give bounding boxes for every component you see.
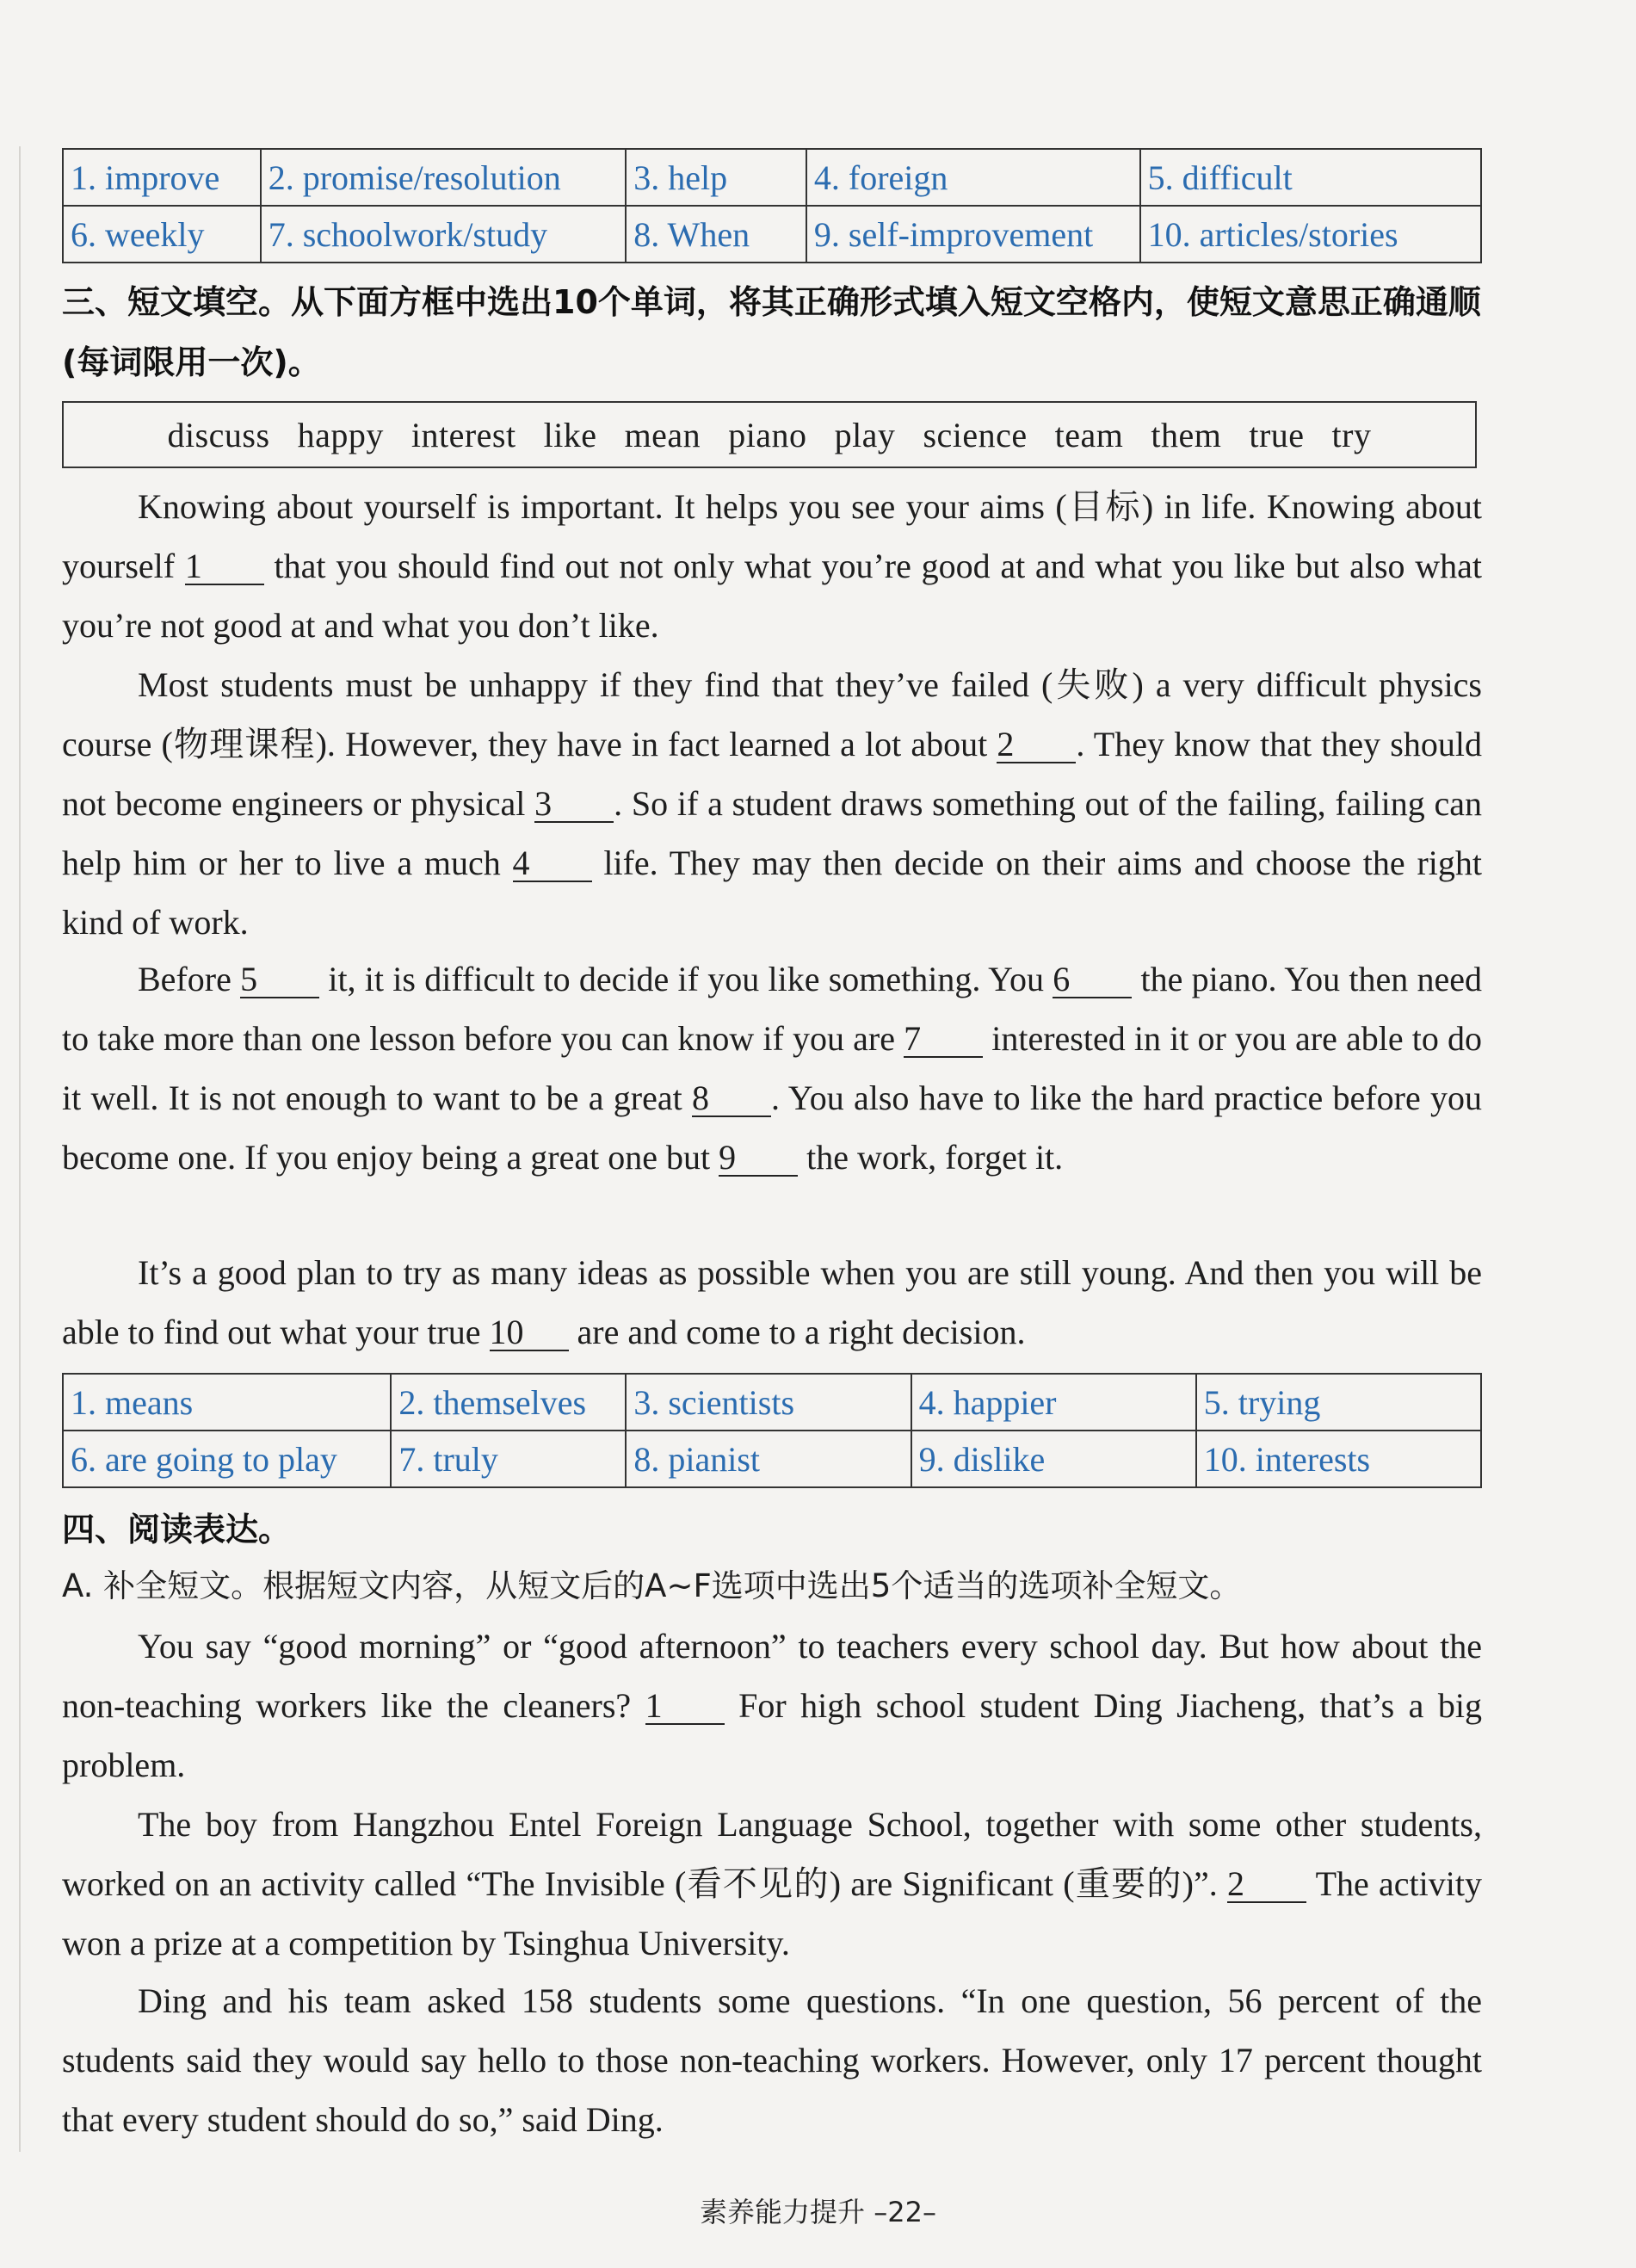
answer-cell: 9. self-improvement xyxy=(806,206,1140,263)
answer-cell: 2. themselves xyxy=(391,1374,626,1431)
answer-cell: 7. truly xyxy=(391,1431,626,1487)
passage-paragraph xyxy=(62,655,1482,952)
blank-10: 10 xyxy=(490,1315,569,1351)
blank-8: 8 xyxy=(692,1081,771,1117)
table-row xyxy=(63,1374,1481,1431)
word-bank-item: try xyxy=(1331,415,1372,454)
answer-cell: 5. difficult xyxy=(1140,149,1481,206)
paragraph-text: Knowing about yourself is important. It helps you see your aims (目标) in life. Knowing about yourself xyxy=(62,487,1482,585)
blank-1: 1 xyxy=(645,1689,725,1725)
word-bank-item: science xyxy=(923,415,1028,454)
answer-table-2 xyxy=(62,1373,1482,1488)
blank-9: 9 xyxy=(719,1140,798,1177)
answer-cell: 3. scientists xyxy=(626,1374,911,1431)
answer-table-1 xyxy=(62,148,1482,263)
answer-cell: 3. help xyxy=(626,149,806,206)
paragraph-text: The activity won a prize at a competition by Tsinghua University. xyxy=(62,1864,1483,1962)
answer-cell: 1. improve xyxy=(63,149,261,206)
table-row xyxy=(63,206,1481,263)
paragraph-text: Before xyxy=(138,960,232,998)
paragraph-text: You say “good morning” or “good afternoon” to teachers every school day. But how about the non-teaching workers like the cleaners? xyxy=(62,1627,1482,1725)
blank-1: 1 xyxy=(185,549,264,585)
paragraph-text: The boy from Hangzhou Entel Foreign Language School, together with some other students, worked on an activity called “The Invisible (看不见的) are Significant (重要的)”. xyxy=(62,1805,1482,1903)
word-bank-item: team xyxy=(1054,415,1124,454)
section-4-title: 四、阅读表达。 xyxy=(62,1511,292,1548)
blank-3: 3 xyxy=(534,787,614,823)
paragraph-text: interested in it or you are able to do it well. It is not enough to want to be a great xyxy=(62,1019,1483,1117)
paragraph-text: the piano. You then need to take more than one lesson before you can know if you are xyxy=(62,960,1483,1058)
word-bank-item: discuss xyxy=(167,415,270,454)
blank-2: 2 xyxy=(997,727,1076,763)
answer-cell: 8. pianist xyxy=(626,1431,911,1487)
passage-paragraph xyxy=(62,477,1482,655)
word-bank-item: mean xyxy=(624,415,701,454)
paragraph-text: Most students must be unhappy if they find that they’ve failed (失败) a very difficult physics course (物理课程). However, they have in fact learned a lot about xyxy=(62,665,1482,763)
word-bank-item: piano xyxy=(728,415,807,454)
word-bank-item: true xyxy=(1249,415,1305,454)
answer-cell: 5. trying xyxy=(1196,1374,1481,1431)
paragraph-text: life. They may then decide on their aims and choose the right kind of work. xyxy=(62,844,1483,942)
paragraph-text: It’s a good plan to try as many ideas as possible when you are still young. And then you will be able to find out what your true xyxy=(62,1253,1482,1351)
answer-cell: 10. interests xyxy=(1196,1431,1481,1487)
answer-cell: 4. foreign xyxy=(806,149,1140,206)
paragraph-text: . You also have to like the hard practice before you become one. If you enjoy being a great one but xyxy=(62,1078,1482,1177)
binding-margin-line xyxy=(19,146,21,2152)
paragraph-text: For high school student Ding Jiacheng, that’s a big problem. xyxy=(62,1686,1483,1784)
answer-cell: 1. means xyxy=(63,1374,391,1431)
table-row xyxy=(63,149,1481,206)
passage-paragraph xyxy=(62,1243,1482,1362)
section-3-title: 三、短文填空。从下面方框中选出10个单词，将其正确形式填入短文空格内，使短文意思正确通顺(每词限用一次)。 xyxy=(62,283,1481,381)
page-footer: 素养能力提升 –22– xyxy=(700,2196,936,2228)
paragraph-text: . They know that they should not become engineers or physical xyxy=(62,725,1482,823)
paragraph-text: . So if a student draws something out of the failing, failing can help him or her to live a much xyxy=(62,784,1483,882)
passage-paragraph xyxy=(62,1616,1482,1795)
blank-6: 6 xyxy=(1053,962,1132,998)
passage-paragraph xyxy=(62,1795,1482,1973)
passage-paragraph: Ding and his team asked 158 students some questions. “In one question, 56 percent of the students said they would say hello to those non-teaching workers. However, only 17 percent thought that every student should do so,” said Ding. xyxy=(62,1981,1482,2139)
answer-cell: 10. articles/stories xyxy=(1140,206,1481,263)
blank-5: 5 xyxy=(240,962,319,998)
paragraph-text: that you should find out not only what you’re good at and what you like but also what you’re not good at and what you don’t like. xyxy=(62,547,1483,645)
passage-paragraph xyxy=(62,949,1482,1187)
paragraph-text: are and come to a right decision. xyxy=(577,1313,1026,1351)
answer-cell: 7. schoolwork/study xyxy=(261,206,627,263)
answer-cell: 8. When xyxy=(626,206,806,263)
word-bank xyxy=(62,401,1477,468)
blank-7: 7 xyxy=(904,1022,983,1058)
answer-cell: 4. happier xyxy=(911,1374,1196,1431)
answer-cell: 9. dislike xyxy=(911,1431,1196,1487)
word-bank-item: like xyxy=(543,415,597,454)
table-row xyxy=(63,1431,1481,1487)
word-bank-item: happy xyxy=(297,415,384,454)
paragraph-text: the work, forget it. xyxy=(806,1138,1064,1177)
word-bank-item: play xyxy=(834,415,896,454)
blank-2: 2 xyxy=(1227,1867,1306,1903)
blank-4: 4 xyxy=(513,846,592,882)
word-bank-item: interest xyxy=(411,415,516,454)
answer-cell: 6. are going to play xyxy=(63,1431,391,1487)
answer-cell: 2. promise/resolution xyxy=(261,149,627,206)
answer-cell: 6. weekly xyxy=(63,206,261,263)
word-bank-item: them xyxy=(1151,415,1222,454)
paragraph-text: it, it is difficult to decide if you like something. You xyxy=(328,960,1045,998)
section-4-subtitle: A. 补全短文。根据短文内容，从短文后的A~F选项中选出5个适当的选项补全短文。 xyxy=(62,1567,1242,1604)
